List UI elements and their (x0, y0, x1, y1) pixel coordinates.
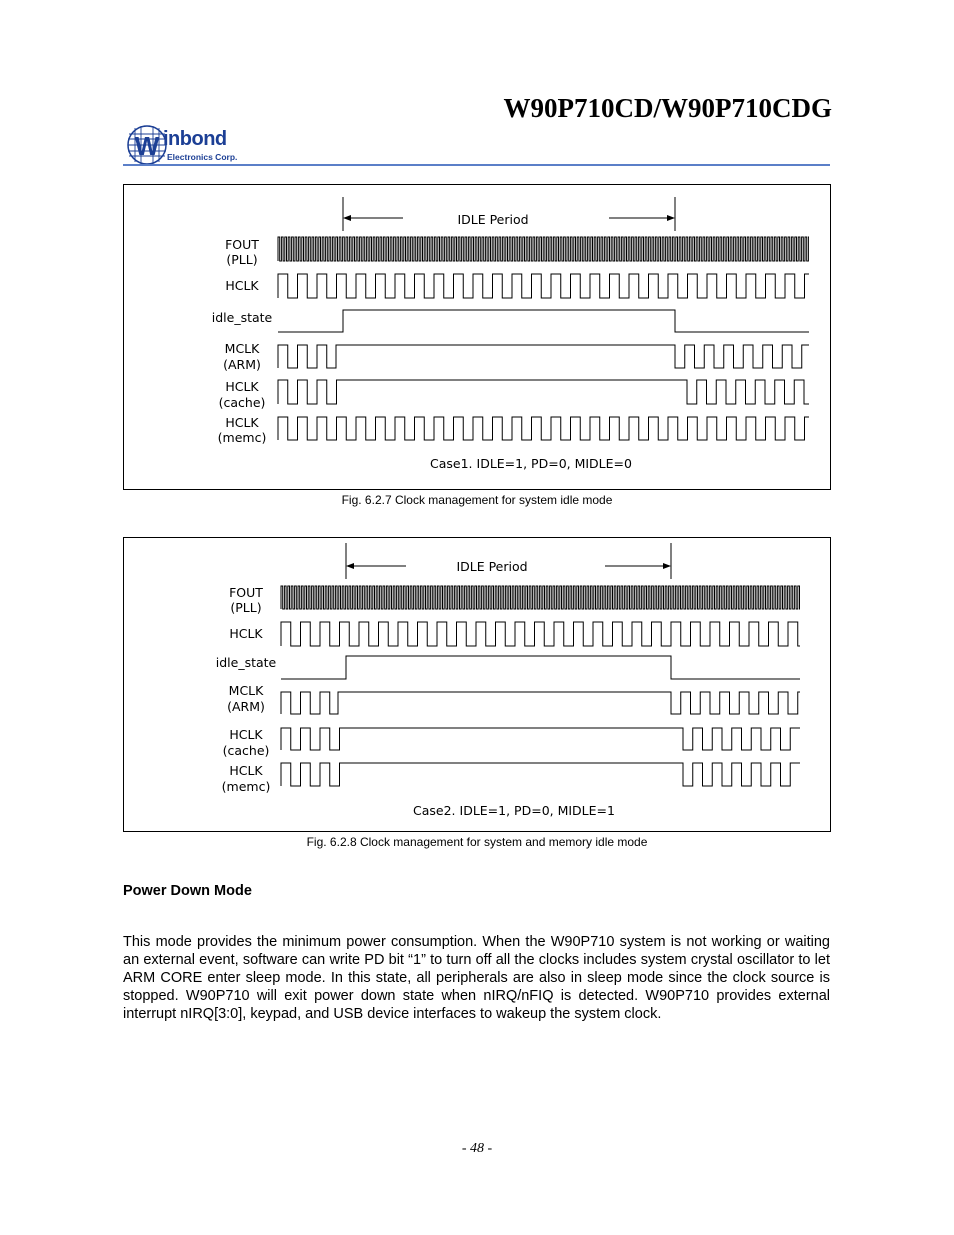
logo-initial: W (134, 131, 160, 161)
waveform-clock (278, 417, 809, 440)
header-rule (123, 164, 830, 166)
waveform-level (278, 310, 809, 332)
waveform-gated-clock (278, 380, 809, 404)
waveform-gated-clock (281, 728, 800, 750)
waveform-clock (281, 622, 800, 646)
signal-label: HCLK (229, 626, 263, 641)
document-title: W90P710CD/W90P710CDG (503, 93, 832, 123)
figure-caption-1: Fig. 6.2.7 Clock management for system idle mode (341, 493, 613, 507)
signal-label: HCLK (229, 763, 263, 778)
signal-label: idle_state (215, 655, 277, 670)
signal-label: HCLK (225, 379, 259, 394)
signal-label: HCLK (225, 415, 259, 430)
signal-label: MCLK (228, 683, 264, 698)
signal-label: (cache) (222, 743, 270, 758)
signal-label: HCLK (229, 727, 263, 742)
waveform-clock (278, 274, 809, 298)
timing-diagram-1 (124, 185, 830, 489)
signal-label: (ARM) (223, 357, 261, 372)
timing-diagram-1-marks (212, 197, 809, 445)
signal-label: (PLL) (230, 600, 262, 615)
body-paragraph: This mode provides the minimum power consumption. When the W90P710 system is not working or waiting an external event, software can write PD bit “1” to turn off all the clocks includes system crystal oscillator to let ARM CORE enter sleep mode. In this state, all peripherals are also in sleep mode since the clock source is stopped. W90P710 will exit power down state when nIRQ/nFIQ is detected. W90P710 provides external interrupt nIRQ[3:0], keypad, and USB device interfaces to wakeup the system clock. (123, 934, 830, 1022)
waveform-fast-clock (278, 237, 809, 261)
signal-label: (PLL) (226, 252, 258, 267)
signal-label: MCLK (224, 341, 260, 356)
arrow-right-icon (667, 215, 675, 221)
signal-label: (memc) (221, 779, 271, 794)
timing-diagram-figure-1 (123, 184, 831, 490)
figure-caption-2: Fig. 6.2.8 Clock management for system and memory idle mode (306, 835, 648, 849)
signal-label: HCLK (225, 278, 259, 293)
arrow-left-icon (346, 563, 354, 569)
signal-label: FOUT (229, 585, 263, 600)
timing-diagram-2 (124, 538, 830, 831)
signal-label: (ARM) (227, 699, 265, 714)
waveform-gated-clock (281, 692, 800, 714)
waveform-fast-clock (281, 586, 800, 609)
arrow-left-icon (343, 215, 351, 221)
idle-period-label: IDLE Period (456, 559, 528, 574)
arrow-right-icon (663, 563, 671, 569)
section-heading: Power Down Mode (123, 883, 252, 899)
timing-diagram-figure-2 (123, 537, 831, 832)
signal-label: idle_state (211, 310, 273, 325)
waveform-level (281, 656, 800, 679)
signal-label: (memc) (217, 430, 267, 445)
case-label: Case2. IDLE=1, PD=0, MIDLE=1 (413, 803, 615, 818)
company-logo (127, 124, 257, 166)
logo-wordmark: inbond (163, 128, 227, 150)
signal-label: (cache) (218, 395, 266, 410)
waveform-gated-clock (278, 345, 809, 368)
idle-period-label: IDLE Period (457, 212, 529, 227)
globe-logo-icon (127, 124, 167, 166)
page-number: - 48 - (461, 1141, 493, 1156)
case-label: Case1. IDLE=1, PD=0, MIDLE=0 (430, 456, 632, 471)
timing-diagram-2-marks (216, 543, 800, 794)
logo-subtitle: Electronics Corp. (167, 152, 238, 162)
signal-label: FOUT (225, 237, 259, 252)
waveform-gated-clock (281, 763, 800, 786)
